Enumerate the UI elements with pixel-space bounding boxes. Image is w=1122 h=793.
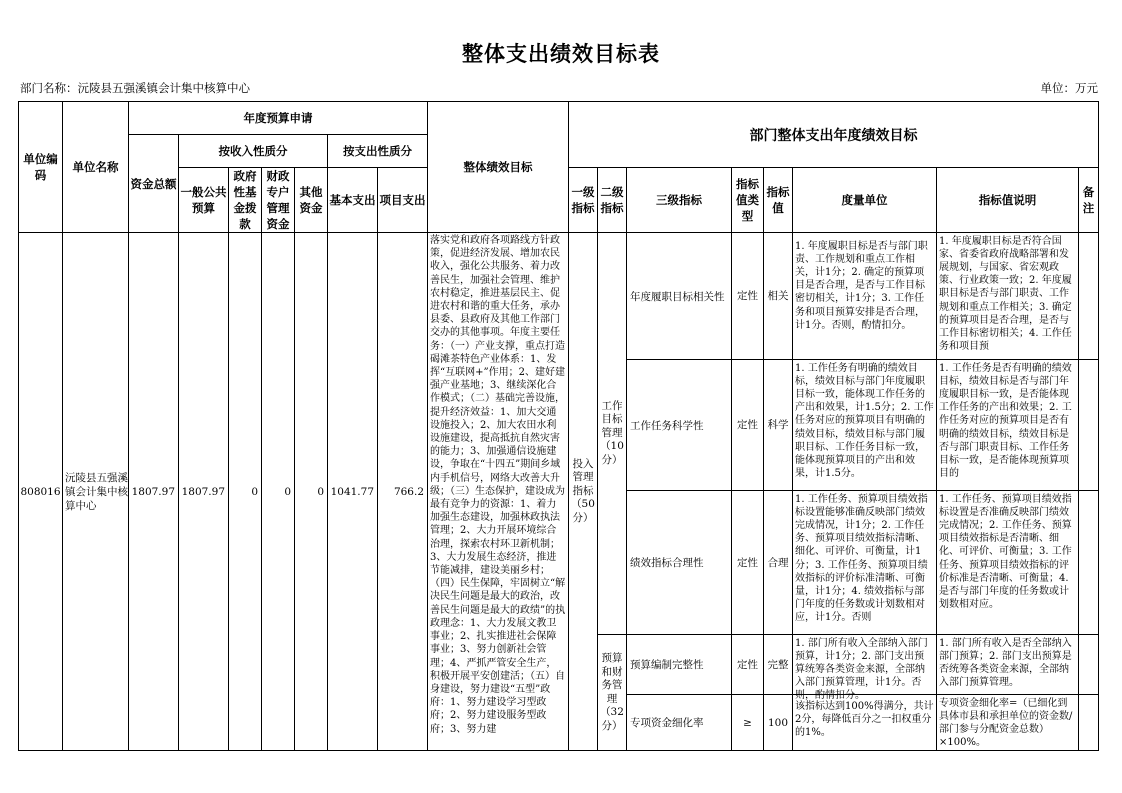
page-title: 整体支出绩效目标表 [462,42,660,66]
cell-type-2: 定性 [732,360,764,491]
cell-desc-2: 1. 工作任务是否有明确的绩效目标，绩效目标是否与部门年度履职目标一致，是否能体现工作任务的产出和效果；2. 工作任务对应的预算项目是否有明确的绩效目标，绩效目标是否与部门职责目标、工作任务目标一致，是否能体现预算项目的 [939,362,1072,480]
cell-unit-name: 沅陵县五强溪镇会计集中核算中心 [63,233,129,751]
cell-value-3: 合理 [764,491,793,635]
cell-measure-5: 该指标达到100%得满分，共计2分，每降低百分之一扣权重分的1%。 [795,700,934,738]
header-value: 指标值 [764,168,793,233]
cell-type-3: 定性 [732,491,764,635]
cell-desc-1: 1. 年度履职目标是否符合国家、省委省政府战略部署和发展规划，与国家、省宏观政策、行业政策一致；2. 年度履职目标是否与部门职责、工作规划和重点工作相关；3. 确定的预算项目是否合理，是否与工作目标密切相关；4. 工作任务和项目预 [939,235,1072,353]
header-other-fund: 其他资金 [295,168,328,233]
cell-level3-3: 绩效指标合理性 [627,491,732,635]
header-gov-fund: 政府性基金拨款 [229,168,262,233]
cell-total-funds: 1807.97 [129,233,179,751]
cell-type-5: ≥ [732,695,764,751]
header-remark: 备注 [1079,168,1099,233]
cell-level1: 投入管理指标（50分） [569,233,598,751]
cell-remark-5 [1079,695,1099,751]
cell-level3-4: 预算编制完整性 [627,635,732,695]
cell-remark-3 [1079,491,1099,635]
cell-remark-4 [1079,635,1099,695]
header-dept-goal: 部门整体支出年度绩效目标 [569,102,1099,168]
cell-measure-2: 1. 工作任务有明确的绩效目标，绩效目标与部门年度履职目标一致，能体现工作任务的产出和效果，计1.5分；2. 工作任务对应的预算项目有明确的绩效目标，绩效目标与部门履职目标、工作任务目标一致，能体现预算项目的产出和效果，计1.5分。 [795,362,934,480]
unit-label: 单位：万元 [1040,81,1098,95]
header-overall-goal: 整体绩效目标 [428,102,569,233]
cell-measure-4: 1. 部门所有收入全部纳入部门预算，计1分；2. 部门支出预算统筹各类资金来源，全部纳入部门预算管理，计1分。否则，酌情扣分。 [795,637,928,702]
department-name: 部门名称：沅陵县五强溪镇会计集中核算中心 [20,81,250,95]
cell-desc-5: 专项资金细化率=（已细化到具体市县和承担单位的资金数/部门参与分配资金总数）×100%。 [939,697,1073,749]
cell-gov-fund: 0 [229,233,262,751]
cell-level3-2: 工作任务科学性 [627,360,732,491]
cell-desc-4: 1. 部门所有收入是否全部纳入部门预算；2. 部门支出预算是否统筹各类资金来源，全部纳入部门预算管理。 [939,637,1072,689]
cell-remark-2 [1079,360,1099,491]
header-level3: 三级指标 [627,168,732,233]
cell-basic-exp: 1041.77 [328,233,378,751]
header-level2: 二级指标 [598,168,627,233]
cell-unit-code: 808016 [19,233,63,751]
header-annual-budget: 年度预算申请 [129,102,428,135]
cell-remark-1 [1079,233,1099,360]
cell-general-budget: 1807.97 [179,233,229,751]
cell-type-4: 定性 [732,635,764,695]
header-value-type: 指标值类型 [732,168,764,233]
header-project-exp: 项目支出 [378,168,428,233]
cell-value-1: 相关 [764,233,793,360]
cell-measure-1: 1. 年度履职目标是否与部门职责、工作规划和重点工作相关，计1分；2. 确定的预算项目是否合理，是否与工作目标密切相关，计1分；3. 工作任务和项目预算安排是否合理，计1分。否则，酌情扣分。 [795,240,928,331]
header-special-fund: 财政专户管理资金 [262,168,295,233]
cell-value-4: 完整 [764,635,793,695]
cell-desc-3: 1. 工作任务、预算项目绩效指标设置是否准确反映部门绩效完成情况；2. 工作任务、预算项目绩效指标是否清晰、细化、可评价、可衡量；3. 工作任务、预算项目绩效指标的评价标准是否清晰、可衡量；4. 是否与部门年度的任务数或计划数相对应。 [939,493,1072,611]
cell-type-1: 定性 [732,233,764,360]
cell-level3-5: 专项资金细化率 [627,695,732,751]
cell-other-fund: 0 [295,233,328,751]
header-total-funds: 资金总额 [129,135,179,233]
performance-table [18,101,1099,751]
header-by-income: 按收入性质分 [179,135,328,168]
cell-level3-1: 年度履职目标相关性 [627,233,732,360]
header-value-desc: 指标值说明 [937,168,1079,233]
header-level1: 一级指标 [569,168,598,233]
header-basic-exp: 基本支出 [328,168,378,233]
cell-value-2: 科学 [764,360,793,491]
cell-level2-work: 工作目标管理（10分） [598,233,627,635]
header-unit-code: 单位编码 [19,102,63,233]
header-unit-name: 单位名称 [63,102,129,233]
cell-level2-budget: 预算和财务管理（32分） [598,635,627,751]
cell-measure-3: 1. 工作任务、预算项目绩效指标设置能够准确反映部门绩效完成情况，计1分；2. 工作任务、预算项目绩效指标清晰、细化、可评价、可衡量，计1分；3. 工作任务、预算项目绩效指标的评价标准清晰、可衡量，计1分；4. 绩效指标与部门年度的任务数或计划数相对应，计1分。否则 [795,493,928,624]
cell-overall-goal: 落实党和政府各项路线方针政策，促进经济发展、增加农民收入，强化公共服务、着力改善民生，加强社会管理、维护农村稳定，推进基层民主、促进农村和谐的重大任务，承办县委、县政府及其他工作部门交办的其他事项。年度主要任务：（一）产业支撑，重点打造碣滩茶特色产业体系：1、发挥“互联网+”作用；2、建好建强产业基地；3、继续深化合作模式；（二）基础完善设施，提升经济效益：1、加大交通设施投入；2、加大农田水利设施建设，提高抵抗自然灾害的能力；3、加强通信设施建设，争取在“十四五”期间乡域内手机信号，网络大改善大升级；（三）生态保护，建设成为最有竞争力的资源：1、着力加强生态建设，加强林政执法管理；2、大力开展环境综合治理，探索农村环卫新机制；3、大力发展生态经济，推进节能减排，建设美丽乡村；（四）民生保障，牢固树立“解决民生问题是最大的政治，改善民生问题是最大的政绩”的执政理念：1、大力发展文教卫事业；2、扎实推进社会保障事业；3、努力创新社会管理；4、严抓严管安全生产，积极开展平安创建活；（五）自身建设，努力建设“五型”政府：1、努力建设学习型政府；2、努力建设服务型政府；3、努力建 [430,235,566,735]
cell-project-exp: 766.2 [378,233,428,751]
cell-value-5: 100 [764,695,793,751]
cell-special-fund: 0 [262,233,295,751]
header-by-expense: 按支出性质分 [328,135,428,168]
header-measure: 度量单位 [793,168,937,233]
header-general-budget: 一般公共预算 [179,168,229,233]
